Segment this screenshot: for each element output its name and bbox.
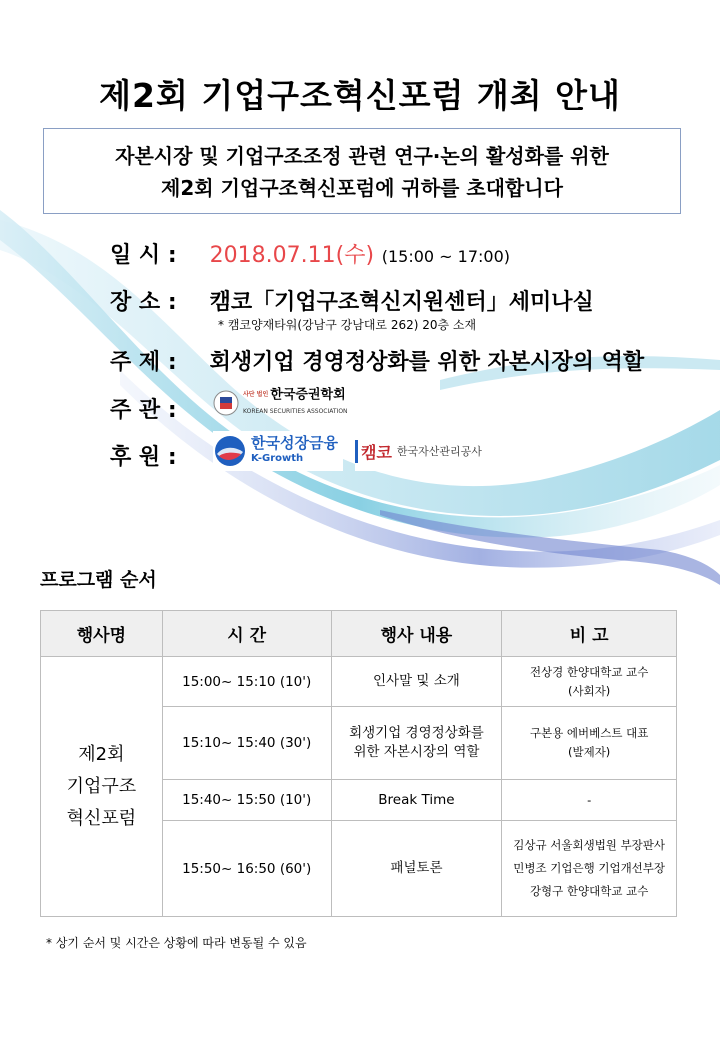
date-label: 일 시 : <box>110 243 177 268</box>
content-line: 패널토론 <box>390 860 443 876</box>
footnote: * 상기 순서 및 시간은 상황에 따라 변동될 수 있음 <box>46 936 307 950</box>
kamco-name: 한국자산관리공사 <box>396 445 482 458</box>
content-cell <box>331 707 502 780</box>
note-line: (사회자) <box>567 683 611 698</box>
event-name-line: 기업구조 <box>66 775 137 797</box>
invitation-box <box>43 128 681 214</box>
note-cell <box>502 657 677 707</box>
header-time: 시 간 <box>162 611 331 657</box>
sponsor-label: 후 원 : <box>110 445 177 470</box>
host-row <box>110 393 202 424</box>
event-name-line: 제2회 <box>78 743 125 765</box>
note-line: 강형구 한양대학교 교수 <box>529 884 649 898</box>
content-line: 위한 자본시장의 역할 <box>353 744 480 760</box>
place-value: 캠코「기업구조혁신지원센터」세미나실 <box>209 290 594 315</box>
content-line: 인사말 및 소개 <box>373 673 460 689</box>
date-row <box>110 238 510 269</box>
k-growth-name: 한국성장금융 <box>251 434 338 452</box>
host-logo <box>213 388 348 419</box>
k-growth-en: K-Growth <box>251 453 304 464</box>
note-cell <box>502 780 677 821</box>
invitation-line-1: 자본시장 및 기업구조조정 관련 연구·논의 활성화를 위한 <box>115 144 609 168</box>
theme-value: 회생기업 경영정상화를 위한 자본시장의 역할 <box>209 350 645 375</box>
host-label: 주 관 : <box>110 398 177 423</box>
host-logo-mini: 사단 법인 <box>243 391 269 398</box>
kaf-emblem-icon <box>213 388 239 418</box>
time-cell: 15:00~ 15:10 (10') <box>162 657 331 707</box>
theme-row <box>110 345 644 376</box>
program-title: 프로그램 순서 <box>40 569 157 591</box>
kamco-mark: 캠코 <box>355 440 392 463</box>
wave-decoration <box>0 210 720 640</box>
content-line: Break Time <box>378 791 455 808</box>
note-cell <box>502 707 677 780</box>
date-time: (15:00 ~ 17:00) <box>381 247 511 266</box>
event-name-line: 혁신포럼 <box>66 807 137 829</box>
date-value: 2018.07.11(수) <box>209 243 375 268</box>
note-cell <box>502 821 677 917</box>
time-cell: 15:50~ 16:50 (60') <box>162 821 331 917</box>
content-cell <box>331 780 502 821</box>
note-line: - <box>587 792 592 807</box>
program-table <box>40 610 677 917</box>
note-line: 민병조 기업은행 기업개선부장 <box>513 861 666 875</box>
content-cell <box>331 657 502 707</box>
note-line: 전상경 한양대학교 교수 <box>529 664 649 679</box>
header-event: 행사명 <box>41 611 163 657</box>
time-cell: 15:10~ 15:40 (30') <box>162 707 331 780</box>
theme-label: 주 제 : <box>110 350 177 375</box>
event-name-cell <box>41 657 163 917</box>
sponsor-row <box>110 440 202 471</box>
time-cell: 15:40~ 15:50 (10') <box>162 780 331 821</box>
invitation-line-2: 제2회 기업구조혁신포럼에 귀하를 초대합니다 <box>161 176 563 200</box>
note-line: (발제자) <box>567 745 611 759</box>
place-row <box>110 285 594 316</box>
k-growth-logo <box>213 431 343 471</box>
host-logo-name: 한국증권학회 <box>270 387 346 403</box>
page-title: 제2회 기업구조혁신포럼 개최 안내 <box>99 76 621 115</box>
header-note: 비 고 <box>502 611 677 657</box>
host-logo-en: KOREAN SECURITIES ASSOCIATION <box>243 407 348 415</box>
note-line: 김상규 서울회생법원 부장판사 <box>513 838 666 852</box>
content-line: 회생기업 경영정상화를 <box>349 725 484 741</box>
k-growth-emblem-icon <box>213 434 247 468</box>
place-label: 장 소 : <box>110 290 177 315</box>
header-content: 행사 내용 <box>331 611 502 657</box>
table-row <box>41 657 677 707</box>
content-cell <box>331 821 502 917</box>
kamco-logo <box>355 431 485 471</box>
note-line: 구본용 에버베스트 대표 <box>529 726 649 740</box>
place-note: * 캠코양재타워(강남구 강남대로 262) 20층 소재 <box>218 318 477 332</box>
